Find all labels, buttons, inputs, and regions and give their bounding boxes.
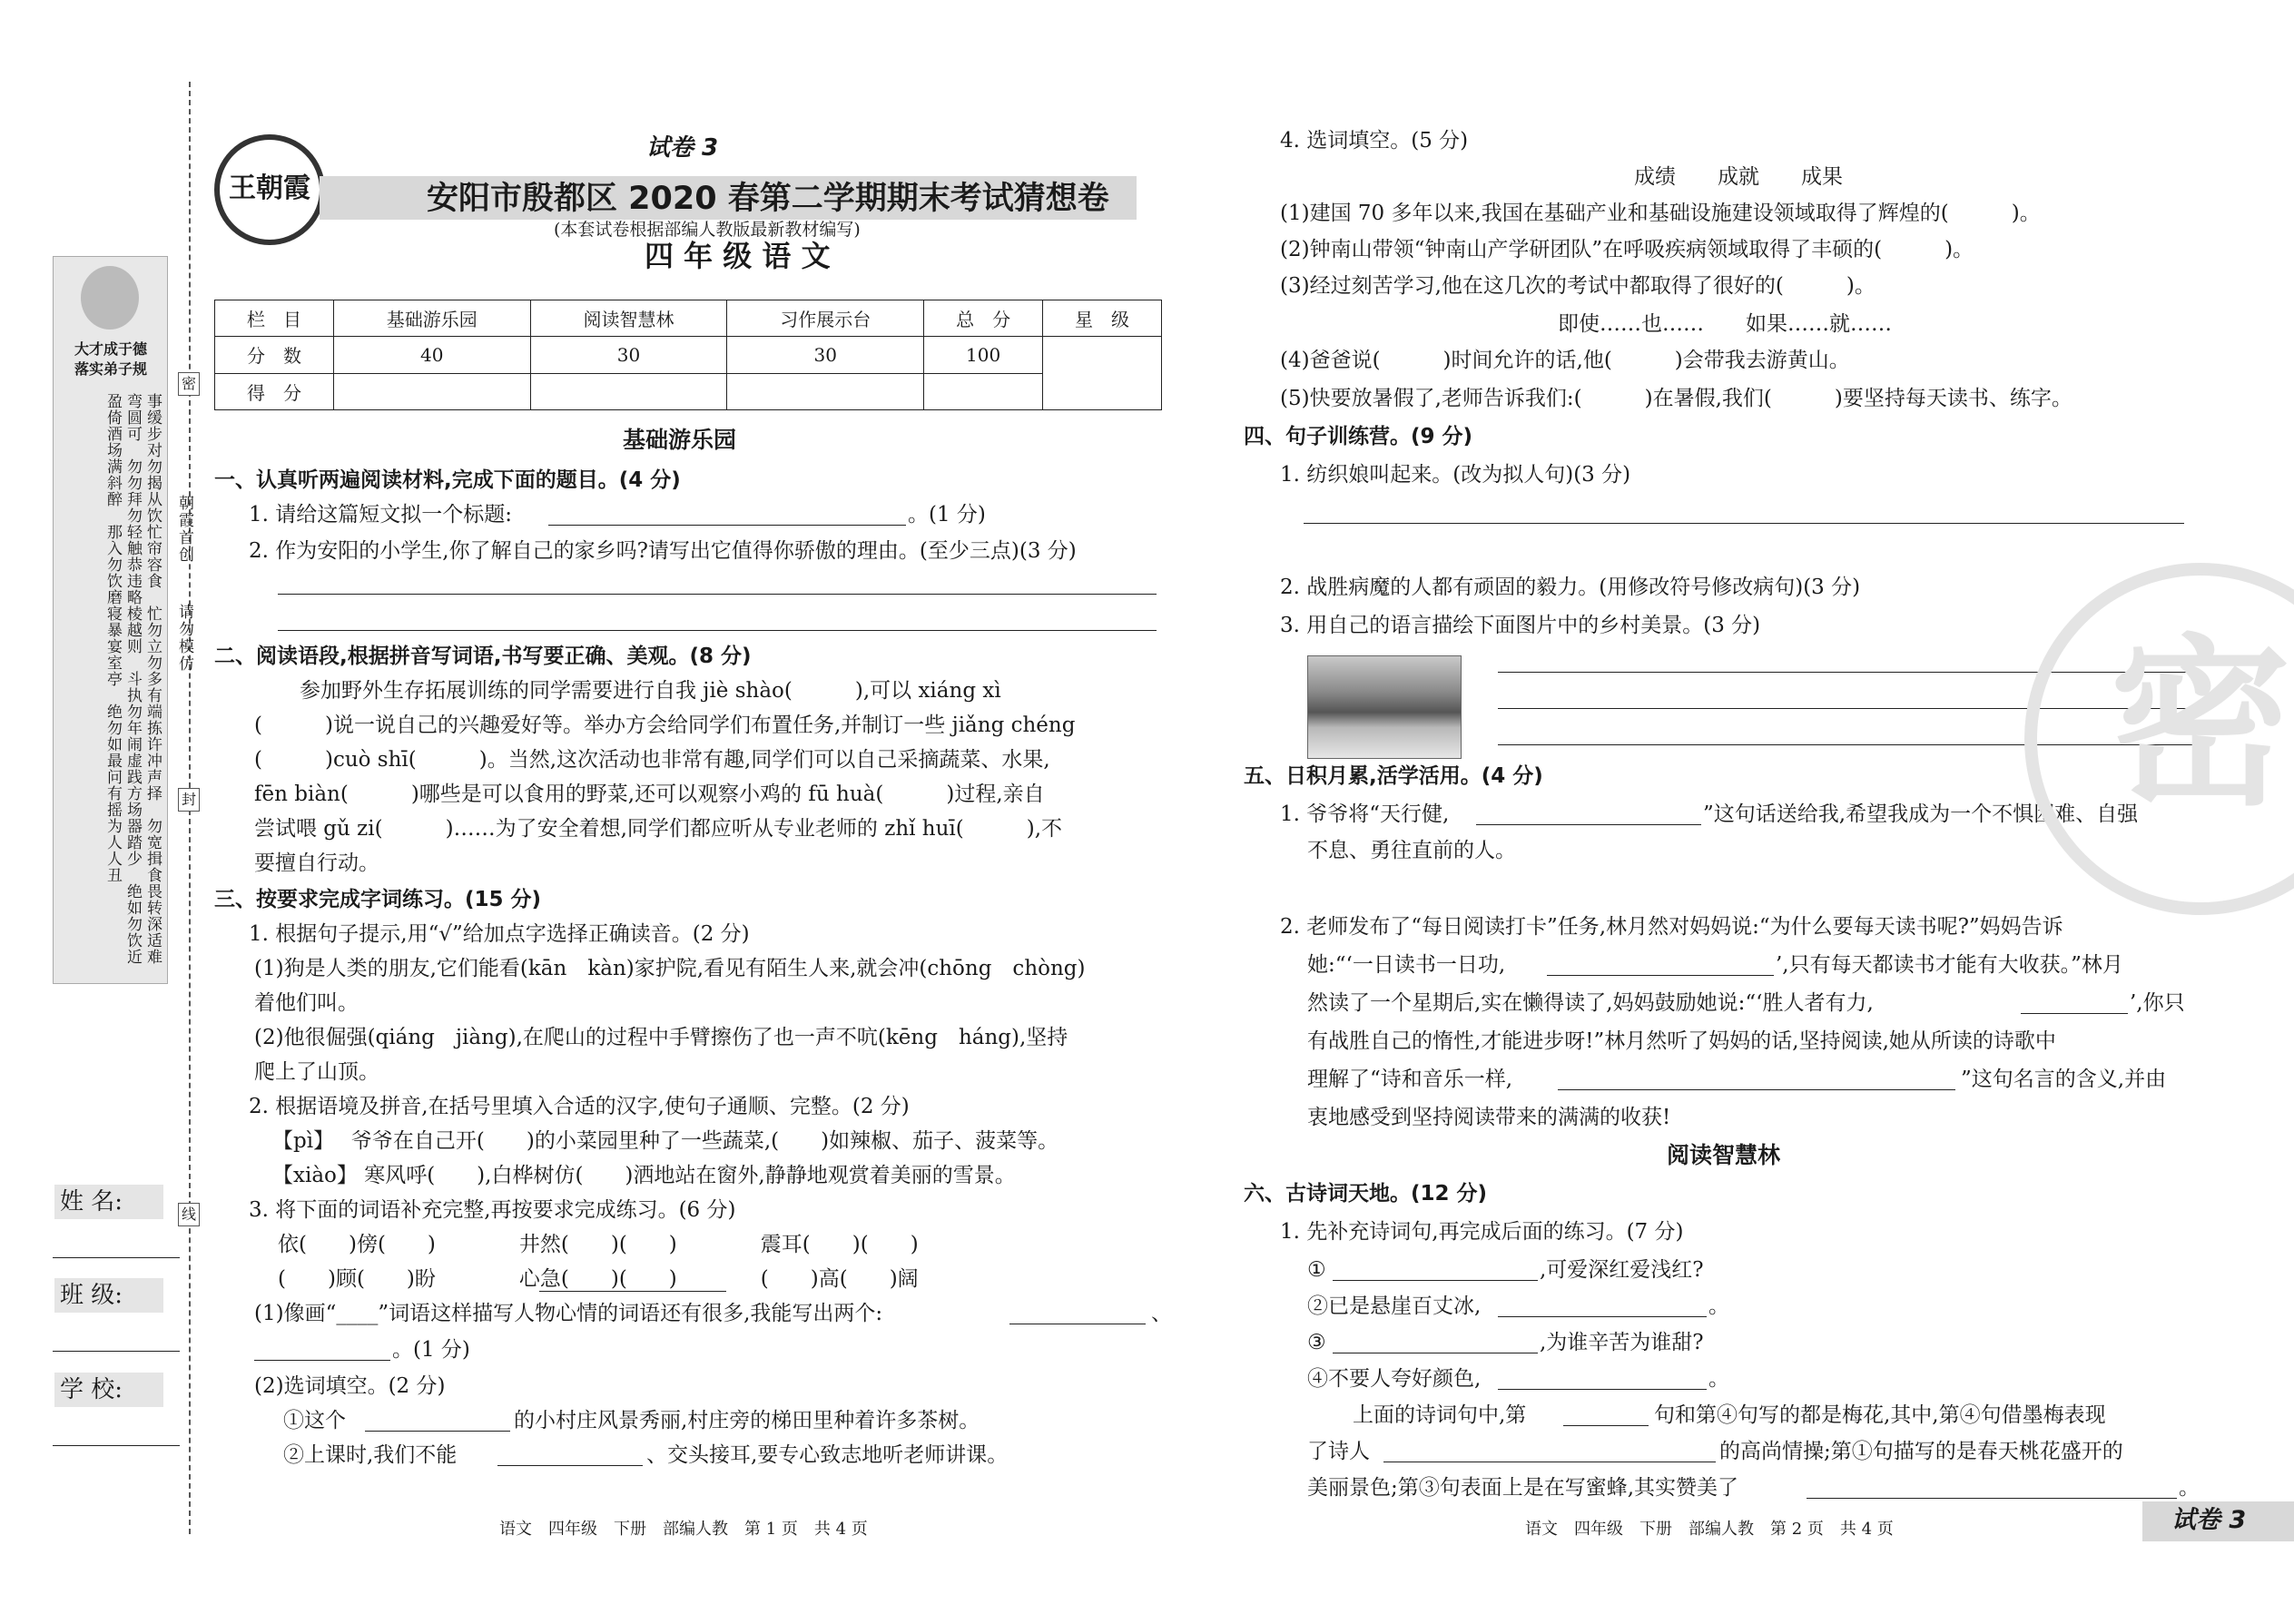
- class-field[interactable]: [53, 1351, 180, 1352]
- q3-3-text: 3. 将下面的词语补充完整,再按要求完成练习。(6 分): [249, 1198, 736, 1222]
- poem-answer-line[interactable]: [1498, 1316, 1707, 1317]
- q7-para-1a: 上面的诗词句中,第: [1353, 1403, 1527, 1427]
- exam-title: 安阳市殷都区 2020 春第二学期期末考试猜想卷: [427, 181, 1109, 217]
- q3-2b: 【xiào】 寒风呼( ),白桦树仿( )洒地站在窗外,静静地观赏着美丽的雪景。: [272, 1164, 1016, 1187]
- q6-2-line-4: 有战胜自己的惰性,才能进步呀!”林月然听了妈妈的话,坚持阅读,她从所读的诗歌中: [1307, 1029, 2056, 1053]
- brand-logo-text: 王朝霞: [229, 172, 310, 204]
- answer-line[interactable]: [278, 630, 1157, 631]
- q3-3-words-1: 依( )傍( ) 井然( )( ) 震耳( )( ): [278, 1233, 919, 1256]
- table-header: 基础游乐园: [333, 300, 530, 337]
- answer-line[interactable]: [365, 1431, 510, 1432]
- table-cell: 得 分: [215, 373, 334, 409]
- q3-2-text: 2. 根据语境及拼音,在括号里填入合适的汉字,使句子通顺、完整。(2 分): [249, 1095, 910, 1118]
- question-1: 一、认真听两遍阅读材料,完成下面的题目。(4 分): [214, 468, 681, 492]
- section-title-reading: 阅读智慧林: [1667, 1142, 1781, 1168]
- name-field[interactable]: [53, 1257, 180, 1258]
- q6-2-line-5b: ”这句名言的含义,并由: [1961, 1068, 2167, 1091]
- motto-line-2: 落实弟子规: [74, 360, 147, 378]
- table-cell: 30: [530, 337, 727, 373]
- score-input-cell[interactable]: [924, 373, 1043, 409]
- score-input-cell[interactable]: [727, 373, 924, 409]
- q3-3b1-start: ①这个: [283, 1409, 346, 1432]
- answer-line[interactable]: [1563, 1425, 1649, 1426]
- table-cell: 100: [924, 337, 1043, 373]
- q3-3a-text: (1)像画“____”词语这样描写人物心情的词语还有很多,我能写出两个:: [254, 1302, 883, 1325]
- q1-1-text: 1. 请给这篇短文拟一个标题:: [249, 503, 513, 527]
- question-6: 六、古诗词天地。(12 分): [1244, 1182, 1488, 1206]
- q6-2-line-5a: 理解了“诗和音乐一样,: [1307, 1068, 1513, 1091]
- q6-2-line-3a: 然读了一个星期后,实在懒得读了,妈妈鼓励她说:“‘胜人者有力,: [1307, 991, 1874, 1015]
- q7-1c-text: ,为谁辛苦为谁甜?: [1540, 1331, 1704, 1354]
- confidential-watermark: 密: [2024, 563, 2294, 915]
- series-label: 试卷 3: [646, 134, 719, 162]
- q5-2: 2. 战胜病魔的人都有顽固的毅力。(用修改符号修改病句)(3 分): [1280, 576, 1861, 599]
- exam-subtitle: (本套试卷根据部编人教版最新教材编写): [554, 220, 861, 240]
- q7-1b-text: ②已是悬崖百丈冰,: [1307, 1294, 1482, 1318]
- scholar-figure: [81, 266, 139, 330]
- village-scenery-image: [1307, 655, 1462, 759]
- question-4: 四、句子训练营。(9 分): [1244, 425, 1473, 448]
- table-cell: 40: [333, 337, 530, 373]
- answer-line[interactable]: [1304, 523, 2184, 524]
- q7-1c-num: ③: [1307, 1331, 1326, 1354]
- q5-3: 3. 用自己的语言描绘下面图片中的乡村美景。(3 分): [1280, 614, 1761, 637]
- table-header: 栏 目: [215, 300, 334, 337]
- q1-1-end: 。(1 分): [908, 503, 986, 527]
- page-footer-2: 语文 四年级 下册 部编人教 第 2 页 共 4 页: [1525, 1520, 1894, 1539]
- table-row: [215, 337, 1162, 373]
- q7-1b-end: 。: [1708, 1294, 1729, 1318]
- answer-line[interactable]: [278, 594, 1157, 595]
- q4-3: (3)经过刻苦学习,他在这几次的考试中都取得了很好的( )。: [1280, 274, 1876, 298]
- answer-line[interactable]: [254, 1360, 390, 1361]
- side-motto-panel: [53, 256, 168, 984]
- title-answer-line[interactable]: [548, 525, 906, 526]
- subject-title: 四 年 级 语 文: [645, 239, 831, 273]
- question-5: 五、日积月累,活学活用。(4 分): [1244, 764, 1543, 788]
- q6-1-mid: ”这句话送给我,希望我成为一个不惧困难、自强: [1703, 802, 2139, 826]
- q6-1-start: 1. 爷爷将“天行健,: [1280, 802, 1450, 826]
- exam-tag: 试卷 3: [2171, 1506, 2247, 1534]
- q6-2-line-1: 2. 老师发布了“每日阅读打卡”任务,林月然对妈妈说:“为什么要每天读书呢?”妈妈告诉: [1280, 915, 2063, 939]
- underlined-word-mark: [539, 1291, 726, 1292]
- q4-title: 4. 选词填空。(5 分): [1280, 129, 1469, 153]
- q4-2: (2)钟南山带领“钟南山产学研团队”在呼吸疾病领域取得了丰硕的( )。: [1280, 238, 1974, 261]
- answer-line[interactable]: [1547, 975, 1774, 976]
- table-header: 习作展示台: [727, 300, 924, 337]
- q7-para-2a: 了诗人: [1307, 1440, 1370, 1463]
- motto-line-1: 大才成于德: [74, 340, 147, 358]
- q3-3b1-end: 的小村庄风景秀丽,村庄旁的梯田里种着许多茶树。: [514, 1409, 980, 1432]
- q4-word-bank-2: 即使……也…… 如果……就……: [1558, 312, 1892, 336]
- star-rating-cell[interactable]: [1043, 337, 1162, 410]
- score-table: [214, 300, 1162, 410]
- q3-1c: (2)他很倔强(qiáng jiàng),在爬山的过程中手臂擦伤了也一声不吭(kēng háng),坚持: [254, 1026, 1068, 1049]
- q3-1a: (1)狗是人类的朋友,它们能看(kān kàn)家护院,看见有陌生人来,就会冲(chōng chòng): [254, 957, 1086, 980]
- disciple-rules-text: 事缓步对勿揭从饮忙帘容食 忙勿立勿多有端拣许冲声择 勿宽揖食畏转深适难弯圆可 勿勿拜勿轻触恭违略棱越则 斗执勿年闹虚践方场器踏少 绝如勿饮近盈倚酒场满斜醉 那入勿饮磨寝暴宴室亭 绝勿如最问有摇为人人丑: [103, 393, 162, 965]
- q3-3a-end: 。(1 分): [392, 1338, 470, 1362]
- q7-para-3b: 。: [2179, 1476, 2200, 1500]
- q2-line-2: ( )说一说自己的兴趣爱好等。举办方会给同学们布置任务,并制订一些 jiǎng chéng: [254, 714, 1076, 737]
- q2-line-4: fēn biàn( )哪些是可以食用的野菜,还可以观察小鸡的 fū huà( )过程,亲自: [254, 782, 1045, 806]
- table-header: 总 分: [924, 300, 1043, 337]
- q3-3-words-2: ( )顾( )盼 心急( )( ) ( )高( )阔: [278, 1267, 919, 1291]
- vertical-note-1: 朝霞首创: [175, 495, 193, 564]
- seal-mark-2: 封: [178, 788, 200, 812]
- class-label: 班 级:: [60, 1282, 123, 1309]
- q2-line-1: 参加野外生存拓展训练的同学需要进行自我 jiè shào( ),可以 xiáng xì: [300, 679, 1001, 703]
- q3-1d: 爬上了山顶。: [254, 1060, 379, 1084]
- vertical-note-2: 请勿模仿: [175, 604, 193, 673]
- q7-para-2b: 的高尚情操;第①句描写的是春天桃花盛开的: [1719, 1440, 2123, 1463]
- q3-1b: 着他们叫。: [254, 991, 359, 1015]
- table-header: 星 级: [1043, 300, 1162, 337]
- q5-1: 1. 纺织娘叫起来。(改为拟人句)(3 分): [1280, 463, 1631, 487]
- poem-answer-line[interactable]: [1333, 1280, 1538, 1281]
- q6-2-line-2b: ’,只有每天都读书才能有大收获。”林月: [1776, 953, 2123, 977]
- answer-line[interactable]: [497, 1465, 643, 1466]
- q6-2-line-3b: ’,你只: [2130, 991, 2185, 1015]
- q6-2-line-2a: 她:“‘一日读书一日功,: [1307, 953, 1506, 977]
- q1-2-text: 2. 作为安阳的小学生,你了解自己的家乡吗?请写出它值得你骄傲的理由。(至少三点)(3 分): [249, 539, 1077, 563]
- q2-line-6: 要擅自行动。: [254, 851, 379, 875]
- q7-1a-text: ,可爱深红爱浅红?: [1540, 1258, 1704, 1282]
- brand-logo: [214, 134, 325, 245]
- q3-3b-text: (2)选词填空。(2 分): [254, 1374, 446, 1398]
- page-footer-1: 语文 四年级 下册 部编人教 第 1 页 共 4 页: [499, 1520, 868, 1539]
- q2-line-3: ( )cuò shī( )。当然,这次活动也非常有趣,同学们可以自己采摘蔬菜、水果,: [254, 748, 1050, 772]
- q3-1-text: 1. 根据句子提示,用“√”给加点字选择正确读音。(2 分): [249, 922, 750, 946]
- q4-4: (4)爸爸说( )时间允许的话,他( )会带我去游黄山。: [1280, 349, 1850, 372]
- q7-para-3a: 美丽景色;第③句表面上是在写蜜蜂,其实赞美了: [1307, 1476, 1739, 1500]
- q2-line-5: 尝试喂 gǔ zi( )……为了安全着想,同学们都应听从专业老师的 zhǐ huī( ),不: [254, 817, 1063, 841]
- q3-2a: 【pì】 爷爷在自己开( )的小菜园里种了一些蔬菜,( )如辣椒、茄子、菠菜等。: [272, 1129, 1059, 1153]
- question-3: 三、按要求完成字词练习。(15 分): [214, 888, 542, 911]
- q4-1: (1)建国 70 多年以来,我国在基础产业和基础设施建设领域取得了辉煌的( )。: [1280, 202, 2041, 225]
- poem-answer-line[interactable]: [1498, 1389, 1707, 1390]
- q4-word-bank-1: 成绩 成就 成果: [1634, 165, 1843, 189]
- q6-2-line-6: 衷地感受到坚持阅读带来的满满的收获!: [1307, 1106, 1671, 1129]
- q7-1: 1. 先补充诗词句,再完成后面的练习。(7 分): [1280, 1220, 1684, 1244]
- q3-3b2-end: 、交头接耳,要专心致志地听老师讲课。: [646, 1443, 1009, 1467]
- name-label: 姓 名:: [60, 1188, 123, 1216]
- table-row: [215, 373, 1162, 409]
- q7-1d-end: 。: [1708, 1367, 1729, 1391]
- table-cell: 分 数: [215, 337, 334, 373]
- table-cell: 30: [727, 337, 924, 373]
- q7-1d-text: ④不要人夸好颜色,: [1307, 1367, 1482, 1391]
- table-header: 阅读智慧林: [530, 300, 727, 337]
- school-label: 学 校:: [60, 1376, 123, 1403]
- score-input-cell[interactable]: [530, 373, 727, 409]
- q7-1a-num: ①: [1307, 1258, 1326, 1282]
- question-2: 二、阅读语段,根据拼音写词语,书写要正确、美观。(8 分): [214, 645, 752, 668]
- seal-mark-3: 线: [178, 1203, 200, 1226]
- answer-line[interactable]: [2021, 1013, 2128, 1014]
- answer-line[interactable]: [1807, 1498, 2177, 1499]
- q4-5: (5)快要放暑假了,老师告诉我们:( )在暑假,我们( )要坚持每天读书、练字。: [1280, 387, 2072, 410]
- table-row: [215, 300, 1162, 337]
- answer-line[interactable]: [1558, 1089, 1955, 1090]
- q3-3b2-start: ②上课时,我们不能: [283, 1443, 458, 1467]
- score-input-cell[interactable]: [333, 373, 530, 409]
- section-title-basic: 基础游乐园: [623, 427, 737, 453]
- school-field[interactable]: [53, 1445, 180, 1446]
- q7-para-1b: 句和第④句写的都是梅花,其中,第④句借墨梅表现: [1654, 1403, 2106, 1427]
- answer-line[interactable]: [1476, 824, 1701, 825]
- seal-mark-1: 密: [178, 372, 200, 396]
- q6-1-end: 不息、勇往直前的人。: [1307, 839, 1516, 862]
- q3-3a-comma: 、: [1151, 1302, 1172, 1325]
